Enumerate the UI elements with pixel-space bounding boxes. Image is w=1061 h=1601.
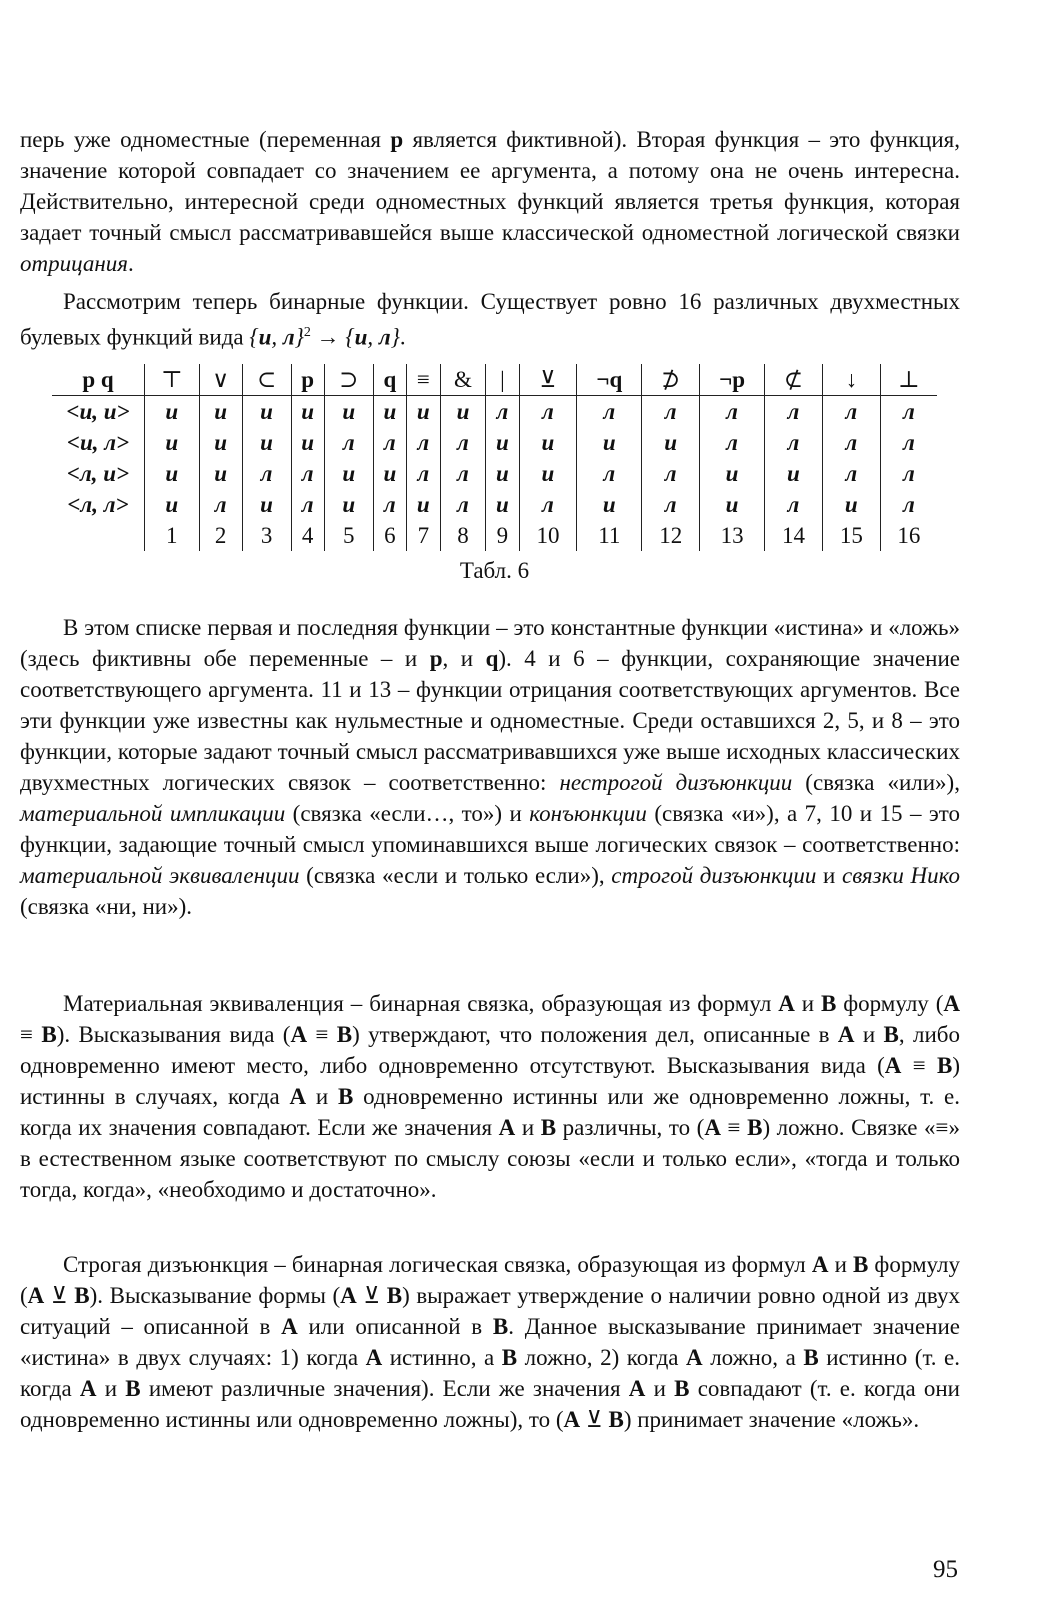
table-cell: л: [880, 396, 937, 428]
table-cell: л: [199, 489, 242, 520]
table-cell: л: [577, 396, 642, 428]
table-header-cell: q: [373, 364, 406, 396]
table-cell: и: [373, 458, 406, 489]
table-row: [52, 458, 937, 489]
table-header-cell: ¬q: [577, 364, 642, 396]
table-cell: л: [880, 458, 937, 489]
binary-functions-truth-table: [52, 364, 937, 551]
page-number: 95: [933, 1556, 958, 1583]
table-cell: л: [577, 458, 642, 489]
table-cell: л: [406, 427, 440, 458]
table-corner-label: p q: [52, 364, 145, 396]
table-cell: и: [199, 427, 242, 458]
function-number: 15: [822, 520, 880, 551]
table-cell: и: [577, 489, 642, 520]
table-cell: л: [642, 489, 700, 520]
table-cell: л: [440, 427, 486, 458]
function-number: 10: [519, 520, 577, 551]
table-cell: и: [700, 458, 765, 489]
table-header-cell: &: [440, 364, 486, 396]
table-cell: и: [291, 427, 324, 458]
table-cell: л: [373, 427, 406, 458]
table-cell: и: [486, 427, 519, 458]
table-row: [52, 396, 937, 428]
function-number: 12: [642, 520, 700, 551]
table-cell: л: [822, 427, 880, 458]
table-cell: и: [486, 489, 519, 520]
table-cell: и: [324, 458, 373, 489]
paragraph-2: Рассмотрим теперь бинарные функции. Существует ровно 16 различных двухместных булевых функций вида {и, л}$^2$ → {и, л}.: [20, 289, 960, 350]
table-header-cell: ⊄: [765, 364, 823, 396]
table-cell: л: [440, 489, 486, 520]
table-cell: и: [242, 396, 291, 428]
table-cell: и: [822, 489, 880, 520]
table-cell: л: [880, 427, 937, 458]
table-header-cell: ¬p: [700, 364, 765, 396]
table-cell: и: [324, 489, 373, 520]
function-number-row: [52, 520, 937, 551]
table-row: [52, 427, 937, 458]
table-cell: л: [700, 396, 765, 428]
table-cell: и: [406, 396, 440, 428]
table-header-cell: ⊻: [519, 364, 577, 396]
table-cell: л: [765, 396, 823, 428]
truth-table-wrapper: [52, 364, 937, 583]
table-header-cell: ⊥: [880, 364, 937, 396]
table-header-cell: ∨: [199, 364, 242, 396]
table-header-cell: ⊤: [145, 364, 200, 396]
table-cell: л: [324, 427, 373, 458]
table-cell: л: [291, 489, 324, 520]
table-header-row: [52, 364, 937, 396]
table-cell: л: [519, 396, 577, 428]
paragraph-1: перь уже одноместные (переменная p является фиктивной). Вторая функция – это функция, значение которой совпадает со значением ее аргумента, а потому она не очень интересна. Действительно, интересной среди одноместных функций является третья функция, которая задает точный смысл рассматривавшейся выше классической одноместной логической связки отрицания.: [20, 127, 960, 276]
table-header-cell: ⊅: [642, 364, 700, 396]
table-header-cell: ⊂: [242, 364, 291, 396]
table-cell: и: [324, 396, 373, 428]
function-number: 4: [291, 520, 324, 551]
paragraph-5: Строгая дизъюнкция – бинарная логическая связка, образующая из формул A и B формулу (A ⊻ B). Высказывание формы (A ⊻ B) выражает утверждение о наличии ровно одной из двух ситуаций – описанной в A или описанной в B. Данное высказывание принимает значение «истина» в двух случаях: 1) когда A истинно, а B ложно, 2) когда A ложно, а B истинно (т. е. когда A и B имеют различные значения). Если же значения A и B совпадают (т. е. когда они одновременно истинны или одновременно ложны), то (A ⊻ B) принимает значение «ложь».: [20, 1252, 961, 1432]
table-caption: Табл. 6: [459, 558, 530, 583]
table-cell: л: [406, 458, 440, 489]
table-cell: и: [145, 396, 200, 428]
table-cell: и: [519, 427, 577, 458]
table-cell: и: [486, 458, 519, 489]
table-cell: и: [406, 489, 440, 520]
table-cell: л: [291, 458, 324, 489]
table-cell: и: [199, 458, 242, 489]
table-header-cell: ⊃: [324, 364, 373, 396]
table-header-cell: |: [486, 364, 519, 396]
function-number: 1: [145, 520, 200, 551]
table-cell: и: [291, 396, 324, 428]
row-label: <л, л>: [67, 492, 129, 517]
function-number: 3: [242, 520, 291, 551]
table-cell: л: [700, 427, 765, 458]
table-cell: л: [440, 458, 486, 489]
table-cell: л: [822, 396, 880, 428]
table-cell: и: [242, 427, 291, 458]
table-cell: л: [765, 489, 823, 520]
function-number: 6: [373, 520, 406, 551]
table-cell: л: [765, 427, 823, 458]
paragraph-4: Материальная эквиваленция – бинарная связка, образующая из формул A и B формулу (A ≡ B). Высказывания вида (A ≡ B) утверждают, что положения дел, описанные в A и B, либо одновременно имеют место, либо одновременно отсутствуют. Высказывания вида (A ≡ B) истинны в случаях, когда A и B одновременно истинны или же одновременно ложны, т. е. когда их значения совпадают. Если же значения A и B различны, то (A ≡ B) ложно. Связке «≡» в естественном языке соответствуют по смыслу союзы «если и только если», «тогда и только тогда, когда», «необходимо и достаточно».: [20, 991, 961, 1202]
row-label: <л, и>: [66, 461, 130, 486]
table-body: [52, 396, 937, 552]
table-header-cell: ↓: [822, 364, 880, 396]
table-row: [52, 489, 937, 520]
table-cell: и: [577, 427, 642, 458]
paragraph-3: В этом списке первая и последняя функции – это константные функции «истина» и «ложь» (здесь фиктивны обе переменные – и p, и q). 4 и 6 – функции, сохраняющие значение соответствующего аргумента. 11 и 13 – функции отрицания соответствующих аргументов. Все эти функции уже известны как нульместные и одноместные. Среди оставшихся 2, 5, и 8 – это функции, которые задают точный смысл рассматривавшихся уже выше исходных классических двухместных логических связок – соответственно: нестрогой дизъюнкции (связка «или»), материальной импликации (связка «если…, то») и конъюнкции (связка «и»), а 7, 10 и 15 – это функции, задающие точный смысл упоминавшихся выше логических связок – соответственно: материальной эквиваленции (связка «если и только если»), строгой дизъюнкции и связки Нико (связка «ни, ни»).: [20, 615, 960, 919]
function-number: 7: [406, 520, 440, 551]
function-number: 13: [700, 520, 765, 551]
table-cell: и: [519, 458, 577, 489]
table-cell: и: [145, 458, 200, 489]
table-cell: и: [373, 396, 406, 428]
row-label: <и, л>: [66, 430, 130, 455]
table-cell: и: [145, 489, 200, 520]
table-cell: л: [642, 396, 700, 428]
table-header-cell: p: [291, 364, 324, 396]
table-cell: л: [642, 458, 700, 489]
table-cell: и: [700, 489, 765, 520]
table-header-cell: ≡: [406, 364, 440, 396]
function-number: 14: [765, 520, 823, 551]
table-cell: и: [642, 427, 700, 458]
function-number: 8: [440, 520, 486, 551]
table-cell: и: [199, 396, 242, 428]
table-cell: л: [519, 489, 577, 520]
table-cell: л: [822, 458, 880, 489]
table-cell: и: [765, 458, 823, 489]
table-cell: л: [242, 458, 291, 489]
function-number: 9: [486, 520, 519, 551]
table-cell: л: [373, 489, 406, 520]
row-label: <и, и>: [66, 399, 130, 424]
function-number: 5: [324, 520, 373, 551]
table-cell: л: [486, 396, 519, 428]
function-number: 11: [577, 520, 642, 551]
function-number: 16: [880, 520, 937, 551]
table-cell: и: [440, 396, 486, 428]
function-number: 2: [199, 520, 242, 551]
table-cell: и: [242, 489, 291, 520]
blank-cell: [52, 520, 145, 551]
table-cell: и: [145, 427, 200, 458]
table-cell: л: [880, 489, 937, 520]
